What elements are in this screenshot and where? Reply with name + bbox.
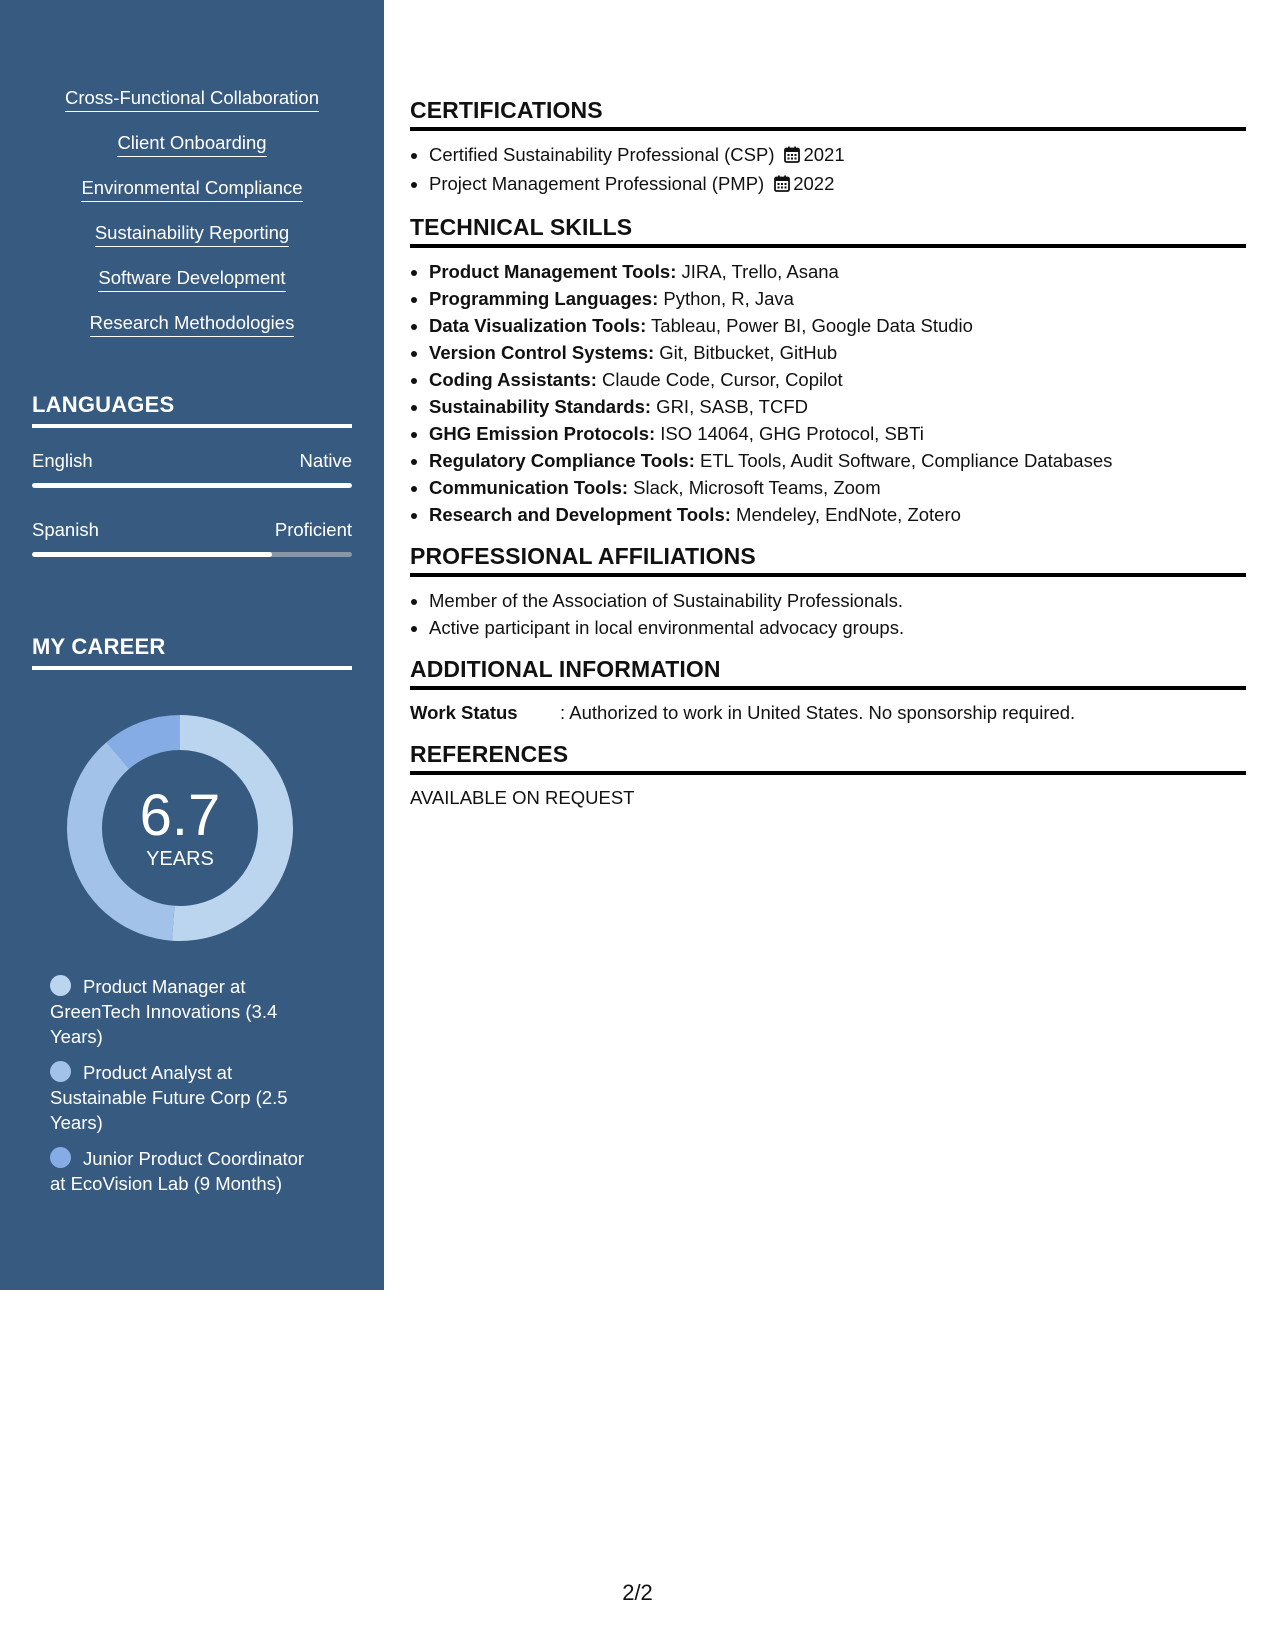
career-list (50, 974, 320, 1207)
skill-label: Regulatory Compliance Tools: (429, 450, 695, 471)
skill-value: Python, R, Java (658, 288, 794, 309)
skill-label: Research and Development Tools: (429, 504, 731, 525)
skill-item (429, 447, 1246, 474)
skill-label: Product Management Tools: (429, 261, 677, 282)
skill-value: ETL Tools, Audit Software, Compliance Databases (694, 450, 1113, 471)
skill-value: GRI, SASB, TCFD (651, 396, 808, 417)
sidebar (0, 0, 384, 1290)
skill-label: Communication Tools: (429, 477, 629, 498)
skill-label: Coding Assistants: (429, 369, 597, 390)
skill-item (429, 312, 1246, 339)
skill-tag: Software Development (98, 266, 285, 292)
skills-list (0, 86, 384, 356)
skill-item (429, 339, 1246, 366)
affiliations-list (410, 587, 1246, 641)
skill-tag: Research Methodologies (90, 311, 295, 337)
skill-value: JIRA, Trello, Asana (676, 261, 839, 282)
work-status-label: Work Status (410, 702, 518, 723)
career-total-value: 6.7 (139, 783, 221, 848)
certification-year: 2021 (803, 144, 845, 165)
additional-info-section (410, 655, 1246, 726)
language-bar-fill (32, 483, 352, 488)
skill-label: Data Visualization Tools: (429, 315, 647, 336)
work-status-value: : Authorized to work in United States. No sponsorship required. (560, 702, 1076, 723)
language-level: Native (299, 450, 352, 471)
certification-year: 2022 (793, 173, 835, 194)
skill-label: Programming Languages: (429, 288, 659, 309)
affiliations-section (410, 542, 1246, 641)
career-donut (66, 714, 294, 942)
skill-value: Claude Code, Cursor, Copilot (596, 369, 843, 390)
certifications-section (410, 96, 1246, 199)
skill-label: GHG Emission Protocols: (429, 423, 656, 444)
skill-label: Version Control Systems: (429, 342, 655, 363)
references-section (410, 740, 1246, 811)
skill-item (429, 420, 1246, 447)
skill-value: ISO 14064, GHG Protocol, SBTi (655, 423, 924, 444)
career-total-unit: YEARS (146, 848, 214, 870)
language-name: English (32, 450, 93, 471)
affiliation-item: • Member of the Association of Sustainability Professionals. (429, 587, 1246, 614)
legend-dot-icon (50, 1061, 71, 1082)
career-item-text: Product Analyst at Sustainable Future Corp (2.5 Years) (50, 1062, 288, 1133)
section-title: ADDITIONAL INFORMATION (410, 655, 1246, 690)
section-title: CERTIFICATIONS (410, 96, 1246, 131)
certifications-list (410, 141, 1246, 199)
skill-label: Sustainability Standards: (429, 396, 652, 417)
technical-skills-list (410, 258, 1246, 528)
legend-dot-icon (50, 975, 71, 996)
section-title: PROFESSIONAL AFFILIATIONS (410, 542, 1246, 577)
section-title: REFERENCES (410, 740, 1246, 775)
career-item-text: Product Manager at GreenTech Innovations (3.4 Years) (50, 976, 278, 1047)
skill-tag: Environmental Compliance (81, 176, 302, 202)
section-title: TECHNICAL SKILLS (410, 213, 1246, 248)
calendar-icon (784, 143, 800, 170)
skill-item (429, 258, 1246, 285)
certification-name: Project Management Professional (PMP) (429, 173, 765, 194)
career-item (50, 1060, 320, 1135)
skill-value: Git, Bitbucket, GitHub (654, 342, 838, 363)
career-heading: MY CAREER (32, 634, 352, 670)
main-content (410, 96, 1246, 825)
affiliation-item: • Active participant in local environmental advocacy groups. (429, 614, 1246, 641)
skill-value: Mendeley, EndNote, Zotero (730, 504, 961, 525)
skill-tag: Cross-Functional Collaboration (65, 86, 319, 112)
certification-item (429, 170, 1246, 199)
language-name: Spanish (32, 519, 99, 540)
work-status-row (410, 700, 1246, 726)
career-item (50, 974, 320, 1049)
references-text: AVAILABLE ON REQUEST (410, 787, 635, 808)
page-number: 2/2 (622, 1580, 653, 1605)
skill-tag: Client Onboarding (117, 131, 266, 157)
skill-value: Tableau, Power BI, Google Data Studio (646, 315, 973, 336)
languages-heading: LANGUAGES (32, 392, 352, 428)
skill-tag: Sustainability Reporting (95, 221, 289, 247)
skill-item (429, 285, 1246, 312)
calendar-icon (774, 172, 790, 199)
legend-dot-icon (50, 1147, 71, 1168)
technical-skills-section (410, 213, 1246, 528)
language-bar (32, 552, 352, 557)
donut-center (66, 714, 294, 942)
language-bar-fill (32, 552, 272, 557)
skill-item (429, 366, 1246, 393)
skill-item (429, 501, 1246, 528)
language-bar (32, 483, 352, 488)
career-item-text: Junior Product Coordinator at EcoVision Lab (9 Months) (50, 1148, 305, 1194)
skill-value: Slack, Microsoft Teams, Zoom (628, 477, 881, 498)
skill-item (429, 474, 1246, 501)
skill-item (429, 393, 1246, 420)
certification-name: Certified Sustainability Professional (CSP) (429, 144, 775, 165)
career-item (50, 1146, 320, 1196)
language-level: Proficient (274, 519, 352, 540)
certification-item (429, 141, 1246, 170)
